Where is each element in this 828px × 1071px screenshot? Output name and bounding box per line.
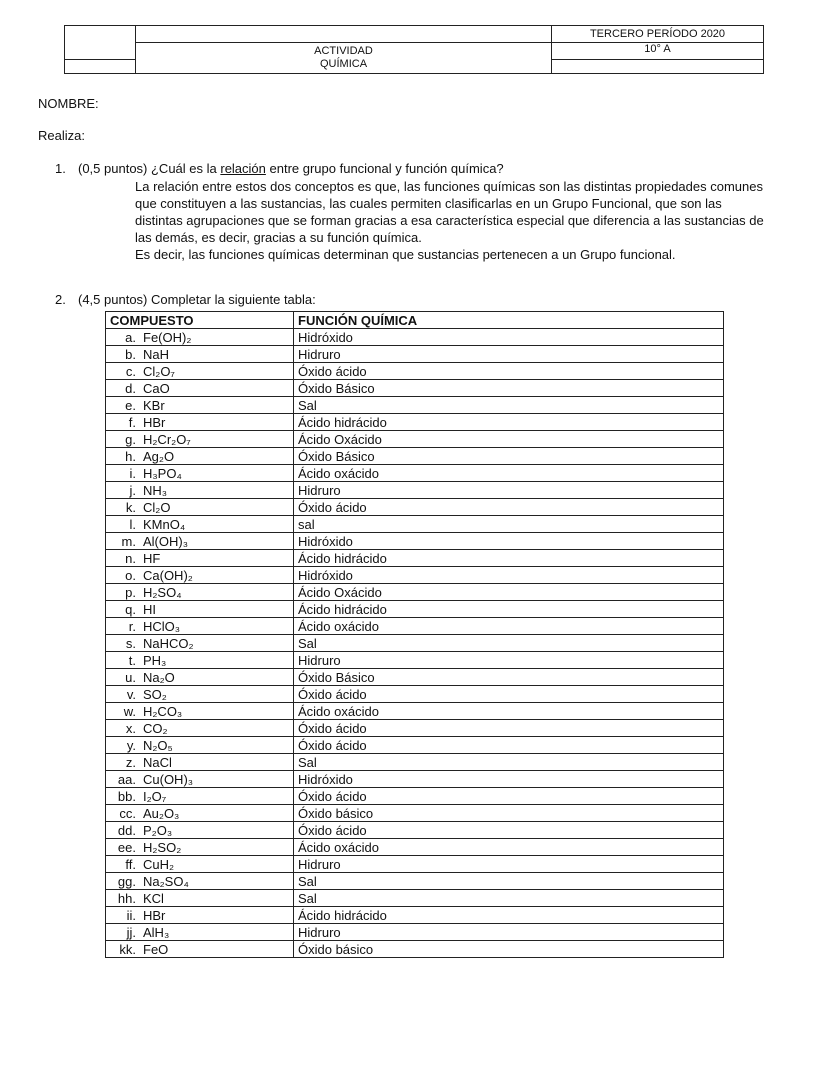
compound-formula: CaO [143, 380, 170, 396]
compound-cell [106, 431, 294, 448]
activity-label: ACTIVIDAD [314, 45, 373, 58]
compound-cell [106, 941, 294, 958]
answer-line: distintas agrupaciones que se forman gracias a esa característica especial que diferencia a las sustancias de [135, 213, 764, 228]
function-cell: Sal [294, 890, 724, 907]
row-label: kk. [119, 941, 136, 957]
header-blank-cell [136, 26, 552, 43]
header-table [64, 25, 764, 74]
function-cell: Hidruro [294, 482, 724, 499]
compound-formula: PH₃ [143, 652, 167, 668]
row-label: d. [125, 380, 136, 396]
row-label: q. [125, 601, 136, 617]
table-row [106, 941, 724, 958]
compound-cell [106, 482, 294, 499]
compound-formula: SO₂ [143, 686, 167, 702]
row-label: jj. [126, 924, 136, 940]
function-cell: Hidróxido [294, 567, 724, 584]
table-row [106, 465, 724, 482]
compound-cell [106, 822, 294, 839]
table-row [106, 669, 724, 686]
compound-formula: Au₂O₃ [143, 805, 180, 821]
compound-formula: KCl [143, 890, 164, 906]
table-row [106, 805, 724, 822]
compound-formula: FeO [143, 941, 169, 957]
function-cell: Óxido Básico [294, 669, 724, 686]
function-cell: Ácido oxácido [294, 465, 724, 482]
row-label: f. [128, 414, 136, 430]
row-label: v. [126, 686, 136, 702]
question-1-prompt-post: entre grupo funcional y función química? [265, 161, 504, 176]
question-1-prompt-underlined: relación [220, 161, 266, 176]
compound-cell [106, 652, 294, 669]
compound-cell [106, 363, 294, 380]
row-label: ee. [117, 839, 136, 855]
compound-cell [106, 584, 294, 601]
compound-formula: Na₂O [143, 669, 175, 685]
compound-cell [106, 397, 294, 414]
function-cell: Sal [294, 873, 724, 890]
table-row [106, 822, 724, 839]
row-label: dd. [117, 822, 136, 838]
table-row [106, 533, 724, 550]
table-row [106, 703, 724, 720]
compounds-table [105, 311, 724, 958]
row-label: n. [125, 550, 136, 566]
compound-cell [106, 771, 294, 788]
row-label: r. [128, 618, 136, 634]
function-column-header: FUNCIÓN QUÍMICA [294, 312, 724, 329]
answer-line: que constituyen a las sustancias, las cuales permiten clasificarlas en un Grupo Funcional, que son las [135, 196, 722, 211]
row-label: i. [129, 465, 136, 481]
function-cell: Ácido Oxácido [294, 431, 724, 448]
row-label: m. [121, 533, 136, 549]
compound-cell [106, 788, 294, 805]
header-empty-cell [552, 59, 764, 73]
compound-formula: HI [143, 601, 156, 617]
compound-formula: I₂O₇ [143, 788, 167, 804]
function-cell: Sal [294, 635, 724, 652]
compound-cell [106, 533, 294, 550]
function-cell: Hidruro [294, 924, 724, 941]
row-label: z. [125, 754, 136, 770]
answer-line: las demás, es decir, gracias a su función química. [135, 230, 422, 245]
table-row [106, 771, 724, 788]
row-label: e. [125, 397, 136, 413]
compound-cell [106, 601, 294, 618]
row-label: y. [126, 737, 136, 753]
row-label: k. [125, 499, 136, 515]
compound-cell [106, 805, 294, 822]
compound-cell [106, 890, 294, 907]
compound-cell [106, 856, 294, 873]
row-label: hh. [117, 890, 136, 906]
function-cell: Óxido ácido [294, 499, 724, 516]
compound-formula: KMnO₄ [143, 516, 186, 532]
period-cell: TERCERO PERÍODO 2020 [552, 26, 764, 43]
table-row [106, 448, 724, 465]
function-cell: Hidróxido [294, 329, 724, 346]
answer-line: La relación entre estos dos conceptos es que, las funciones químicas son las distintas propiedades comunes [135, 179, 763, 194]
function-cell: Óxido ácido [294, 737, 724, 754]
compound-formula: Ca(OH)₂ [143, 567, 193, 583]
compound-formula: Ag₂O [143, 448, 175, 464]
table-row [106, 567, 724, 584]
question-1-prompt [78, 160, 504, 177]
compound-cell [106, 618, 294, 635]
row-label: bb. [117, 788, 136, 804]
table-row [106, 754, 724, 771]
table-row [106, 618, 724, 635]
logo-cell-bottom [65, 59, 136, 73]
table-row [106, 873, 724, 890]
question-1-answer [135, 178, 785, 263]
compound-formula: NaCl [143, 754, 172, 770]
function-cell: Sal [294, 754, 724, 771]
table-row [106, 601, 724, 618]
table-header-row [106, 312, 724, 329]
table-row [106, 839, 724, 856]
compound-cell [106, 839, 294, 856]
instruction-label: Realiza: [38, 128, 85, 143]
function-cell: Óxido Básico [294, 380, 724, 397]
function-cell: Ácido oxácido [294, 839, 724, 856]
function-cell: Hidruro [294, 346, 724, 363]
table-row [106, 363, 724, 380]
row-label: a. [125, 329, 136, 345]
compound-formula: P₂O₃ [143, 822, 173, 838]
compound-cell [106, 907, 294, 924]
compound-formula: NaH [143, 346, 170, 362]
table-row [106, 431, 724, 448]
row-label: ii. [126, 907, 136, 923]
compound-cell [106, 567, 294, 584]
row-label: x. [125, 720, 136, 736]
row-label: j. [129, 482, 136, 498]
compound-formula: H₂CO₃ [143, 703, 183, 719]
row-label: o. [125, 567, 136, 583]
compound-formula: H₂SO₂ [143, 839, 182, 855]
compound-formula: H₂Cr₂O₇ [143, 431, 191, 447]
compound-cell [106, 550, 294, 567]
compound-formula: KBr [143, 397, 165, 413]
compound-cell [106, 635, 294, 652]
row-label: g. [125, 431, 136, 447]
table-row [106, 737, 724, 754]
row-label: l. [129, 516, 136, 532]
name-label: NOMBRE: [38, 96, 99, 111]
compound-formula: CuH₂ [143, 856, 175, 872]
function-cell: Ácido hidrácido [294, 414, 724, 431]
activity-cell [136, 43, 552, 74]
row-label: t. [128, 652, 136, 668]
compound-column-header: COMPUESTO [106, 312, 294, 329]
row-label: aa. [117, 771, 136, 787]
compound-formula: NaHCO₂ [143, 635, 194, 651]
compound-formula: H₃PO₄ [143, 465, 182, 481]
table-row [106, 652, 724, 669]
compound-formula: H₂SO₄ [143, 584, 182, 600]
compound-cell [106, 873, 294, 890]
table-row [106, 414, 724, 431]
function-cell: Ácido oxácido [294, 703, 724, 720]
compound-formula: N₂O₅ [143, 737, 173, 753]
table-row [106, 380, 724, 397]
row-label: w. [123, 703, 136, 719]
table-row [106, 856, 724, 873]
compound-cell [106, 669, 294, 686]
compound-formula: NH₃ [143, 482, 168, 498]
question-1-prompt-pre: (0,5 puntos) ¿Cuál es la [78, 161, 221, 176]
function-cell: Ácido oxácido [294, 618, 724, 635]
row-label: gg. [117, 873, 136, 889]
compound-formula: Al(OH)₃ [143, 533, 189, 549]
compound-cell [106, 499, 294, 516]
table-row [106, 499, 724, 516]
function-cell: Ácido hidrácido [294, 601, 724, 618]
row-label: h. [125, 448, 136, 464]
function-cell: sal [294, 516, 724, 533]
compound-formula: HBr [143, 414, 166, 430]
table-row [106, 635, 724, 652]
compound-cell [106, 380, 294, 397]
question-1-number: 1. [55, 161, 66, 176]
table-row [106, 788, 724, 805]
table-row [106, 346, 724, 363]
compound-cell [106, 329, 294, 346]
row-label: b. [125, 346, 136, 362]
answer-line: Es decir, las funciones químicas determinan que sustancias pertenecen a un Grupo funcional. [135, 247, 676, 262]
table-body [106, 329, 724, 958]
compound-formula: Cl₂O [143, 499, 171, 515]
table-row [106, 924, 724, 941]
function-cell: Óxido ácido [294, 363, 724, 380]
compound-formula: AlH₃ [143, 924, 170, 940]
compound-formula: Cl₂O₇ [143, 363, 175, 379]
function-cell: Ácido Oxácido [294, 584, 724, 601]
function-cell: Óxido básico [294, 941, 724, 958]
row-label: u. [125, 669, 136, 685]
function-cell: Sal [294, 397, 724, 414]
table-row [106, 482, 724, 499]
row-label: c. [125, 363, 136, 379]
question-2-number: 2. [55, 292, 66, 307]
compound-cell [106, 448, 294, 465]
grade-cell: 10° A [552, 43, 764, 59]
function-cell: Óxido Básico [294, 448, 724, 465]
compound-cell [106, 737, 294, 754]
compound-cell [106, 924, 294, 941]
table-row [106, 890, 724, 907]
function-cell: Óxido ácido [294, 788, 724, 805]
function-cell: Hidróxido [294, 771, 724, 788]
table-row [106, 329, 724, 346]
compound-cell [106, 414, 294, 431]
table-row [106, 397, 724, 414]
compound-cell [106, 346, 294, 363]
row-label: s. [125, 635, 136, 651]
logo-cell [65, 26, 136, 60]
question-2-prompt: (4,5 puntos) Completar la siguiente tabla: [78, 292, 316, 307]
table-row [106, 686, 724, 703]
function-cell: Óxido ácido [294, 822, 724, 839]
compound-formula: CO₂ [143, 720, 168, 736]
function-cell: Óxido básico [294, 805, 724, 822]
compound-cell [106, 516, 294, 533]
subject-label: QUÍMICA [319, 58, 368, 71]
table-row [106, 907, 724, 924]
row-label: ff. [125, 856, 136, 872]
function-cell: Ácido hidrácido [294, 550, 724, 567]
compound-cell [106, 686, 294, 703]
compound-cell [106, 703, 294, 720]
compound-cell [106, 720, 294, 737]
function-cell: Óxido ácido [294, 686, 724, 703]
compound-formula: HClO₃ [143, 618, 181, 634]
function-cell: Hidruro [294, 652, 724, 669]
function-cell: Ácido hidrácido [294, 907, 724, 924]
function-cell: Hidruro [294, 856, 724, 873]
function-cell: Óxido ácido [294, 720, 724, 737]
table-row [106, 720, 724, 737]
row-label: p. [125, 584, 136, 600]
table-row [106, 550, 724, 567]
table-row [106, 584, 724, 601]
table-row [106, 516, 724, 533]
compound-formula: Na₂SO₄ [143, 873, 189, 889]
compound-cell [106, 754, 294, 771]
compound-formula: Cu(OH)₃ [143, 771, 194, 787]
compound-cell [106, 465, 294, 482]
row-label: cc. [119, 805, 136, 821]
compound-formula: Fe(OH)₂ [143, 329, 192, 345]
compound-formula: HF [143, 550, 161, 566]
compound-formula: HBr [143, 907, 166, 923]
function-cell: Hidróxido [294, 533, 724, 550]
